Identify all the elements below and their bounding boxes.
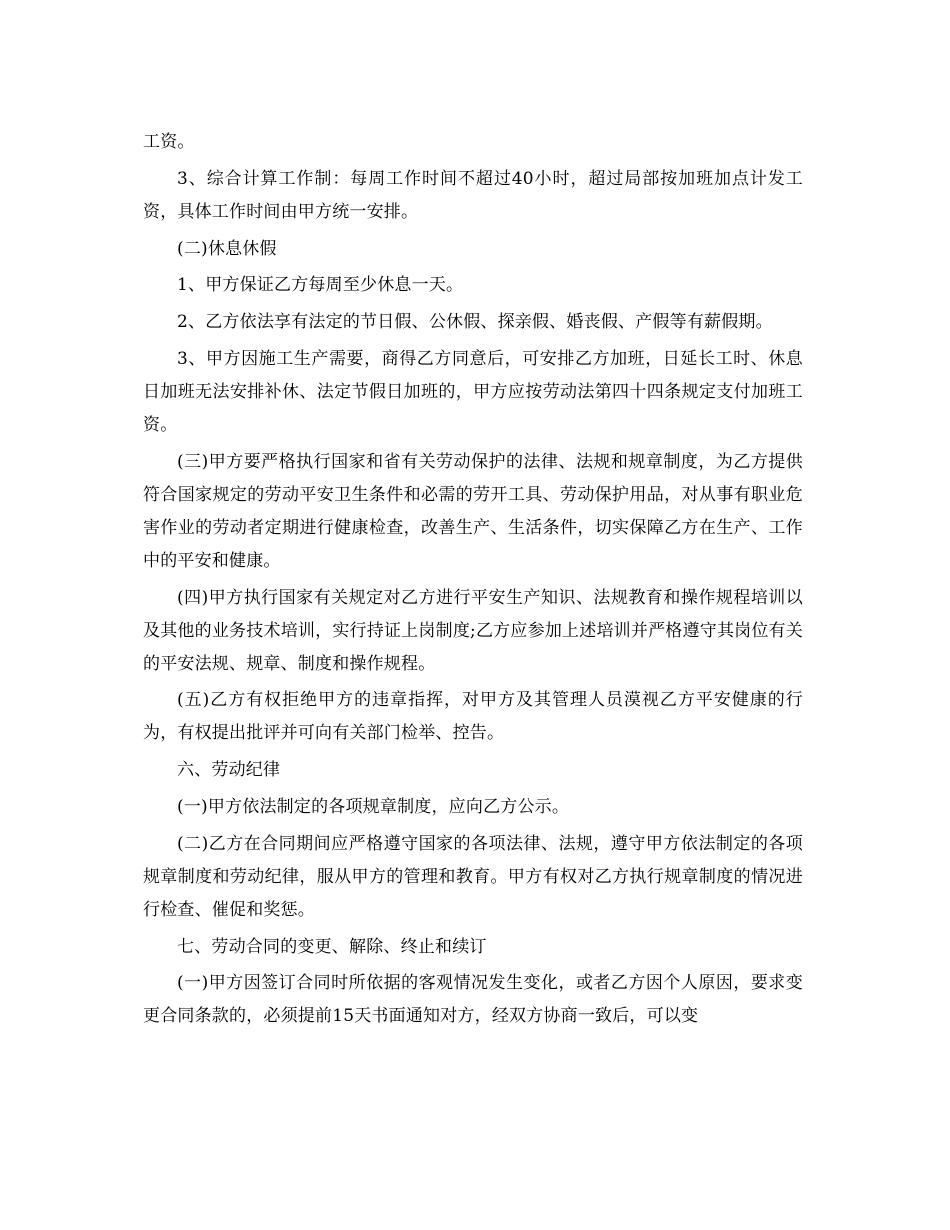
paragraph-13: (一)甲方因签订合同时所依据的客观情况发生变化，或者乙方因个人原因，要求变更合同条款的，必须提前15天书面通知对方，经双方协商一致后，可以变: [143, 973, 803, 1027]
paragraph-4: 2、乙方依法享有法定的节日假、公休假、探亲假、婚丧假、产假等有薪假期。: [177, 312, 773, 333]
paragraph-8: (五)乙方有权拒绝甲方的违章指挥，对甲方及其管理人员漠视乙方平安健康的行为，有权提出批评并可向有关部门检举、控告。: [143, 690, 803, 744]
document-body: [143, 126, 803, 1037]
paragraph-1: 3、综合计算工作制：每周工作时间不超过40小时，超过局部按加班加点计发工资，具体工作时间由甲方统一安排。: [143, 168, 803, 222]
paragraph-7: (四)甲方执行国家有关规定对乙方进行平安生产知识、法规教育和操作规程培训以及其他的业务技术培训，实行持证上岗制度;乙方应参加上述培训并严格遵守其岗位有关的平安法规、规章、制度和操作规程。: [143, 587, 803, 674]
paragraph-3: 1、甲方保证乙方每周至少休息一天。: [177, 275, 464, 296]
paragraph-9: 六、劳动纪律: [177, 760, 281, 781]
paragraph-2: (二)休息休假: [177, 238, 277, 259]
paragraph-6: (三)甲方要严格执行国家和省有关劳动保护的法律、法规和规章制度，为乙方提供符合国家规定的劳动平安卫生条件和必需的劳开工具、劳动保护用品，对从事有职业危害作业的劳动者定期进行健康检查，改善生产、生活条件，切实保障乙方在生产、工作中的平安和健康。: [143, 451, 803, 571]
paragraph-12: 七、劳动合同的变更、解除、终止和续订: [177, 936, 487, 957]
paragraph-0: 工资。: [143, 132, 195, 152]
paragraph-5: 3、甲方因施工生产需要，商得乙方同意后，可安排乙方加班，日延长工时、休息日加班无法安排补休、法定节假日加班的，甲方应按劳动法第四十四条规定支付加班工资。: [143, 348, 803, 435]
paragraph-10: (一)甲方依法制定的各项规章制度，应向乙方公示。: [177, 796, 570, 817]
paragraph-11: (二)乙方在合同期间应严格遵守国家的各项法律、法规，遵守甲方依法制定的各项规章制度和劳动纪律，服从甲方的管理和教育。甲方有权对乙方执行规章制度的情况进行检查、催促和奖惩。: [143, 833, 803, 920]
